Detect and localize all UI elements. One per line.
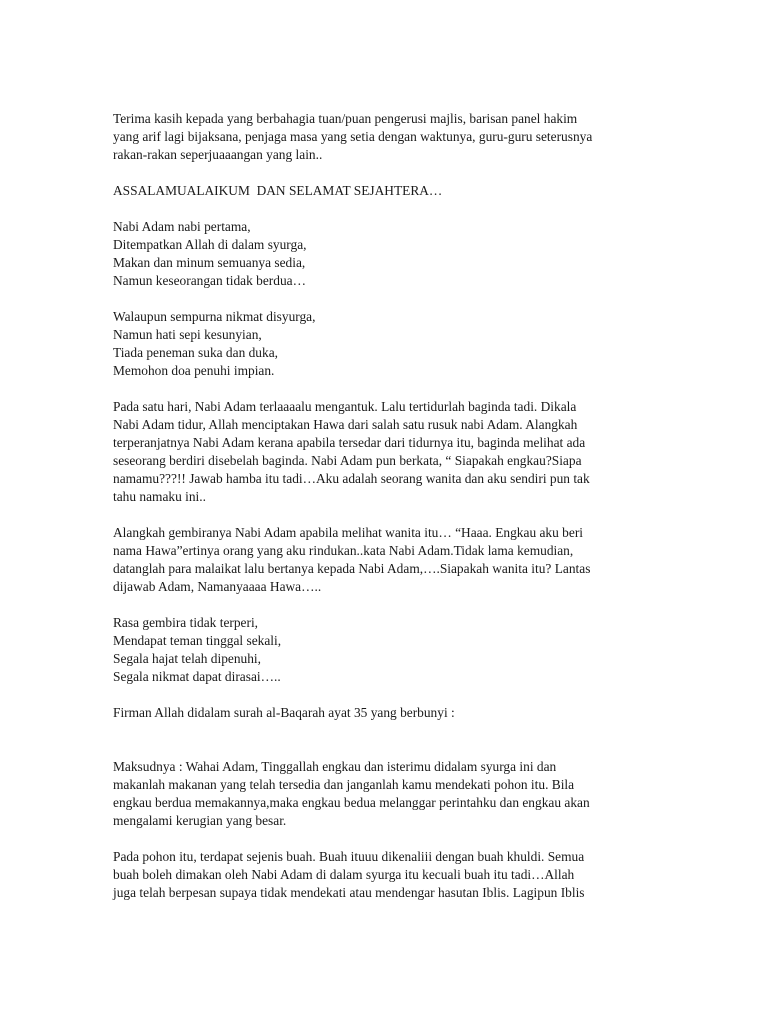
- greeting-text: ASSALAMUALAIKUM DAN SELAMAT SEJAHTERA…: [113, 183, 443, 198]
- story-paragraph-1: [113, 398, 673, 506]
- verse-line: Segala hajat telah dipenuhi,: [113, 651, 261, 666]
- intro-paragraph: [113, 110, 673, 164]
- firman-text: Firman Allah didalam surah al-Baqarah ayat 35 yang berbunyi :: [113, 705, 455, 720]
- paragraph-line: engkau berdua memakannya,maka engkau bedua melanggar perintahku dan engkau akan: [113, 795, 590, 810]
- verse-3: [113, 614, 673, 686]
- paragraph-line: Maksudnya : Wahai Adam, Tinggallah engkau dan isterimu didalam syurga ini dan: [113, 759, 557, 774]
- verse-line: Ditempatkan Allah di dalam syurga,: [113, 237, 307, 252]
- paragraph-line: Nabi Adam tidur, Allah menciptakan Hawa dari salah satu rusuk nabi Adam. Alangkah: [113, 417, 578, 432]
- paragraph-line: juga telah berpesan supaya tidak mendekati atau mendengar hasutan Iblis. Lagipun Iblis: [113, 885, 585, 900]
- greeting-line: [113, 182, 673, 200]
- verse-line: Namun keseorangan tidak berdua…: [113, 273, 306, 288]
- intro-line: rakan-rakan seperjuaaangan yang lain..: [113, 147, 323, 162]
- verse-line: Mendapat teman tinggal sekali,: [113, 633, 282, 648]
- intro-line: Terima kasih kepada yang berbahagia tuan/puan pengerusi majlis, barisan panel hakim: [113, 111, 578, 126]
- firman-line: [113, 704, 673, 722]
- verse-line: Makan dan minum semuanya sedia,: [113, 255, 306, 270]
- document-body: [113, 110, 673, 902]
- verse-line: Walaupun sempurna nikmat disyurga,: [113, 309, 316, 324]
- verse-line: Memohon doa penuhi impian.: [113, 363, 275, 378]
- paragraph-line: mengalami kerugian yang besar.: [113, 813, 287, 828]
- verse-1: [113, 218, 673, 290]
- paragraph-line: buah boleh dimakan oleh Nabi Adam di dalam syurga itu kecuali buah itu tadi…Allah: [113, 867, 575, 882]
- maksud-paragraph: [113, 758, 673, 830]
- verse-line: Namun hati sepi kesunyian,: [113, 327, 262, 342]
- paragraph-line: makanlah makanan yang telah tersedia dan janganlah kamu mendekati pohon itu. Bila: [113, 777, 575, 792]
- paragraph-line: dijawab Adam, Namanyaaaa Hawa…..: [113, 579, 322, 594]
- verse-line: Nabi Adam nabi pertama,: [113, 219, 251, 234]
- paragraph-line: Pada satu hari, Nabi Adam terlaaaalu mengantuk. Lalu tertidurlah baginda tadi. Dikala: [113, 399, 577, 414]
- verse-line: Segala nikmat dapat dirasai…..: [113, 669, 281, 684]
- intro-line: yang arif lagi bijaksana, penjaga masa yang setia dengan waktunya, guru-guru seterusnya: [113, 129, 593, 144]
- story-paragraph-2: [113, 524, 673, 596]
- verse-line: Rasa gembira tidak terperi,: [113, 615, 259, 630]
- paragraph-line: nama Hawa”ertinya orang yang aku rindukan..kata Nabi Adam.Tidak lama kemudian,: [113, 543, 574, 558]
- story-paragraph-3: [113, 848, 673, 902]
- paragraph-line: terperanjatnya Nabi Adam kerana apabila tersedar dari tidurnya itu, baginda melihat ada: [113, 435, 586, 450]
- paragraph-line: datanglah para malaikat lalu bertanya kepada Nabi Adam,….Siapakah wanita itu? Lantas: [113, 561, 591, 576]
- paragraph-line: seseorang berdiri disebelah baginda. Nabi Adam pun berkata, “ Siapakah engkau?Siapa: [113, 453, 582, 468]
- verse-line: Tiada peneman suka dan duka,: [113, 345, 278, 360]
- paragraph-line: Alangkah gembiranya Nabi Adam apabila melihat wanita itu… “Haaa. Engkau aku beri: [113, 525, 583, 540]
- paragraph-line: namamu???!! Jawab hamba itu tadi…Aku adalah seorang wanita dan aku sendiri pun tak: [113, 471, 590, 486]
- paragraph-line: tahu namaku ini..: [113, 489, 206, 504]
- verse-2: [113, 308, 673, 380]
- paragraph-line: Pada pohon itu, terdapat sejenis buah. Buah ituuu dikenaliii dengan buah khuldi. Semua: [113, 849, 585, 864]
